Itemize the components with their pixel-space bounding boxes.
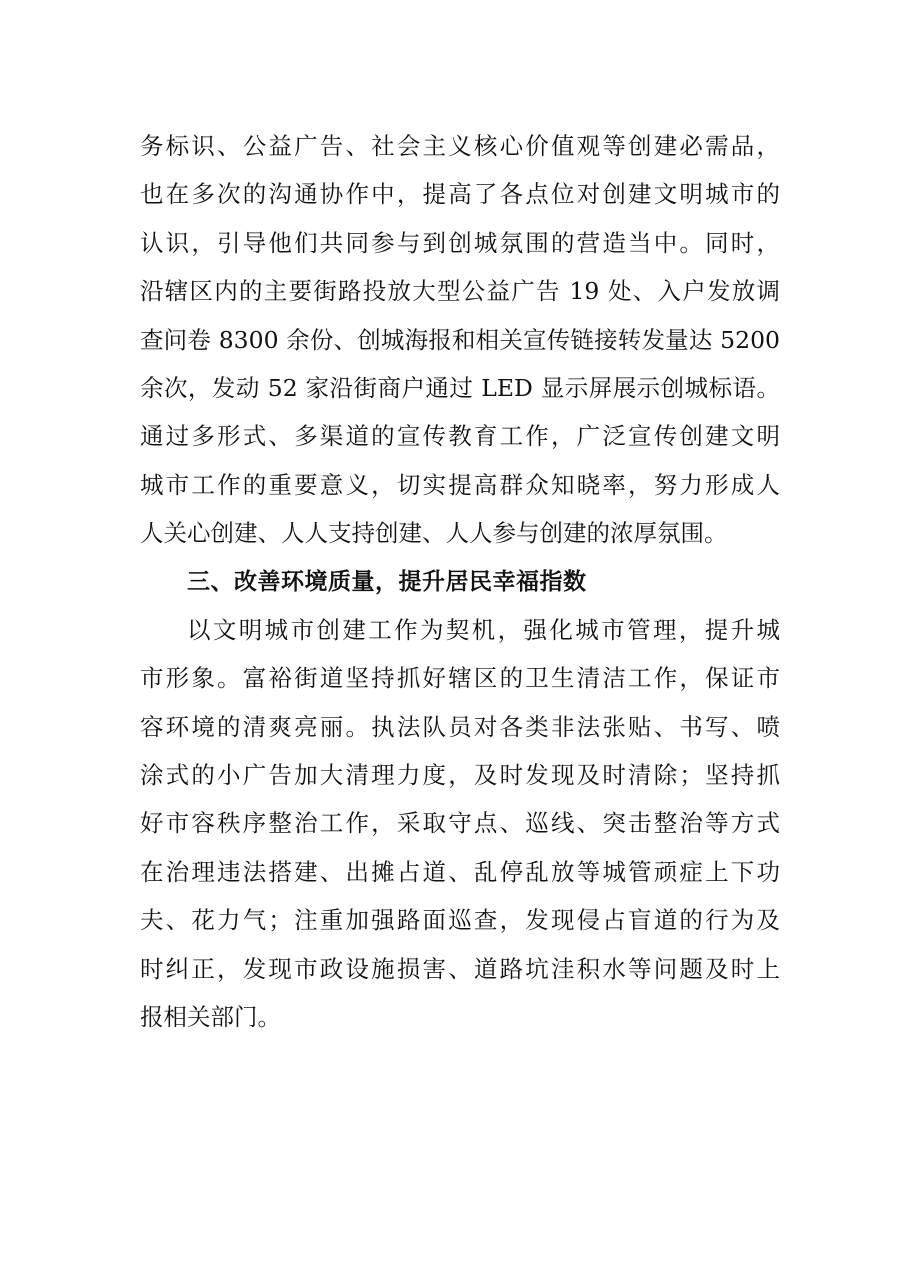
section-heading: 三、改善环境质量，提升居民幸福指数 bbox=[187, 568, 587, 595]
paragraph-2-line: 容环境的清爽亮丽。执法队员对各类非法张贴、书写、喷 bbox=[140, 712, 780, 741]
paragraph-2-line: 在治理违法搭建、出摊占道、乱停乱放等城管顽症上下功 bbox=[140, 857, 780, 886]
paragraph-1-line: 城市工作的重要意义，切实提高群众知晓率，努力形成人 bbox=[140, 470, 780, 499]
paragraph-1-line: 认识，引导他们共同参与到创城氛围的营造当中。同时， bbox=[140, 228, 780, 257]
paragraph-1-line: 人关心创建、人人支持创建、人人参与创建的浓厚氛围。 bbox=[140, 519, 728, 548]
paragraph-2-line: 涂式的小广告加大清理力度，及时发现及时清除；坚持抓 bbox=[140, 761, 780, 790]
paragraph-2-line: 市形象。富裕街道坚持抓好辖区的卫生清洁工作，保证市 bbox=[140, 664, 780, 693]
paragraph-1 bbox=[140, 122, 780, 558]
paragraph-1-line: 也在多次的沟通协作中，提高了各点位对创建文明城市的 bbox=[140, 180, 780, 209]
paragraph-2-line: 时纠正，发现市政设施损害、道路坑洼积水等问题及时上 bbox=[140, 954, 780, 983]
paragraph-2-line: 报相关部门。 bbox=[140, 1003, 281, 1032]
document-body bbox=[140, 122, 780, 1041]
paragraph-2 bbox=[140, 606, 780, 1042]
paragraph-2-line: 夫、花力气；注重加强路面巡查，发现侵占盲道的行为及 bbox=[140, 906, 780, 935]
paragraph-1-line: 沿辖区内的主要街路投放大型公益广告 19 处、入户发放调 bbox=[140, 277, 780, 306]
paragraph-1-line: 查问卷 8300 余份、创城海报和相关宣传链接转发量达 5200 bbox=[140, 325, 780, 354]
paragraph-2-line: 好市容秩序整治工作，采取守点、巡线、突击整治等方式 bbox=[140, 809, 780, 838]
paragraph-2-line: 以文明城市创建工作为契机，强化城市管理，提升城 bbox=[187, 615, 780, 644]
paragraph-1-line: 务标识、公益广告、社会主义核心价值观等创建必需品， bbox=[140, 132, 780, 160]
paragraph-1-line: 余次，发动 52 家沿街商户通过 LED 显示屏展示创城标语。 bbox=[140, 373, 780, 402]
paragraph-1-line: 通过多形式、多渠道的宣传教育工作，广泛宣传创建文明 bbox=[140, 422, 780, 451]
